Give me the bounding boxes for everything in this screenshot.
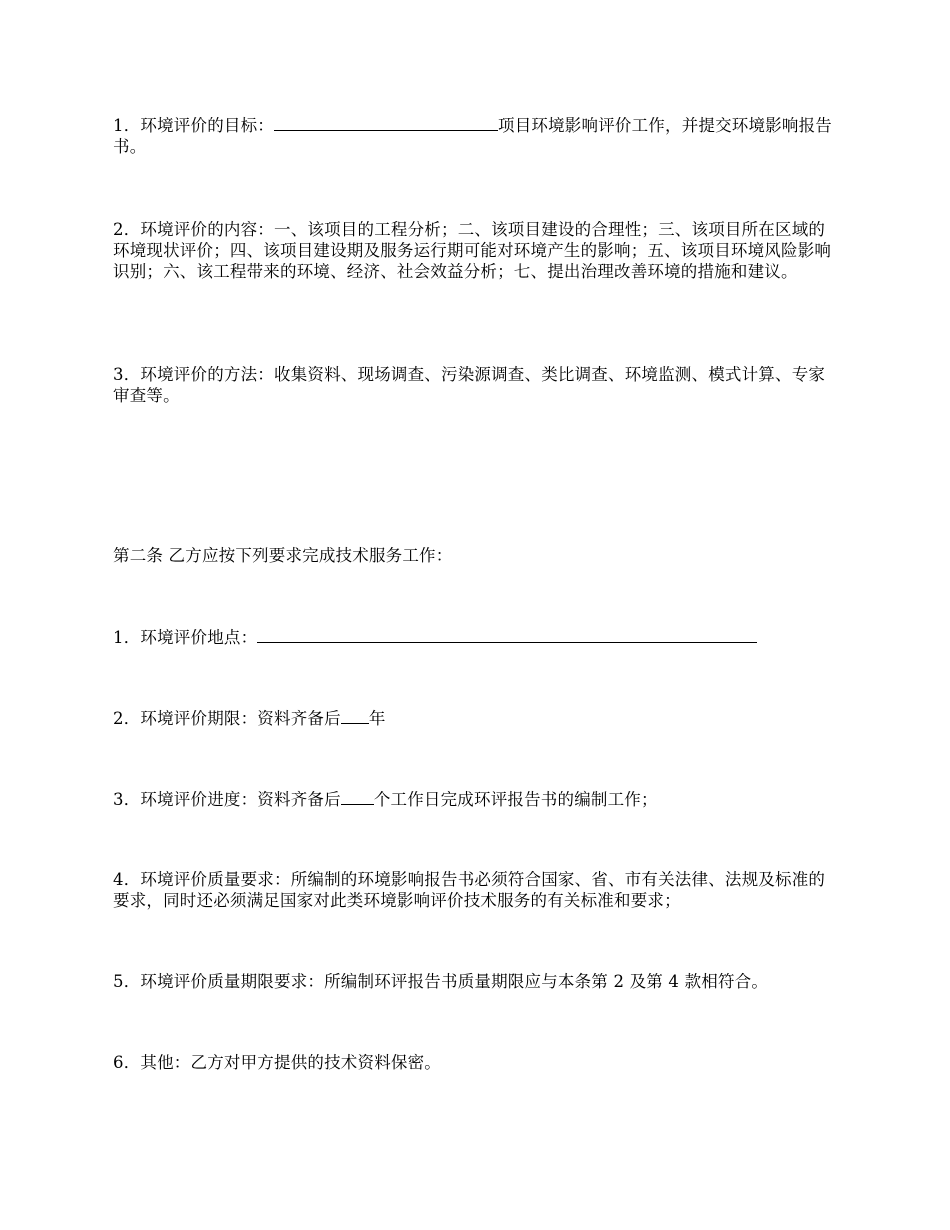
quality-period-paragraph: 5．环境评价质量期限要求：所编制环评报告书质量期限应与本条第 2 及第 4 款相符合。 bbox=[113, 972, 769, 991]
quality-requirement-paragraph: 4．环境评价质量要求：所编制的环境影响报告书必须符合国家、省、市有关法律、法规及标准的要求，同时还必须满足国家对此类环境影响评价技术服务的有关标准和要求； bbox=[113, 870, 826, 910]
evaluation-progress-paragraph bbox=[113, 788, 841, 810]
evaluation-progress-label: 3．环境评价进度：资料齐备后 bbox=[113, 790, 341, 809]
article-2-heading: 第二条 乙方应按下列要求完成技术服务工作： bbox=[113, 546, 453, 565]
evaluation-period-unit: 年 bbox=[368, 709, 386, 728]
location-blank bbox=[257, 626, 757, 643]
project-name-blank bbox=[274, 114, 498, 131]
evaluation-location-paragraph bbox=[113, 626, 841, 648]
evaluation-period-label: 2．环境评价期限：资料齐备后 bbox=[113, 709, 341, 728]
evaluation-location-label: 1．环境评价地点： bbox=[113, 628, 258, 647]
evaluation-progress-text: 个工作日完成环评报告书的编制工作； bbox=[373, 790, 658, 809]
evaluation-method-paragraph: 3．环境评价的方法：收集资料、现场调查、污染源调查、类比调查、环境监测、模式计算、专家审查等。 bbox=[113, 365, 826, 405]
evaluation-goal-label: 1．环境评价的目标： bbox=[113, 116, 274, 135]
period-years-blank bbox=[341, 707, 369, 724]
progress-days-blank bbox=[341, 788, 374, 805]
evaluation-content-paragraph: 2．环境评价的内容：一、该项目的工程分析；二、该项目建设的合理性；三、该项目所在区域的环境现状评价；四、该项目建设期及服务运行期可能对环境产生的影响；五、该项目环境风险影响识别；六、该工程带来的环境、经济、社会效益分析；七、提出治理改善环境的措施和建议。 bbox=[113, 220, 832, 281]
evaluation-goal-paragraph bbox=[113, 114, 841, 157]
evaluation-period-paragraph bbox=[113, 707, 841, 729]
evaluation-goal-text: 项目环境影响评价工作，并提交环境影响报告书。 bbox=[113, 116, 832, 156]
other-terms-paragraph: 6．其他：乙方对甲方提供的技术资料保密。 bbox=[113, 1053, 441, 1072]
